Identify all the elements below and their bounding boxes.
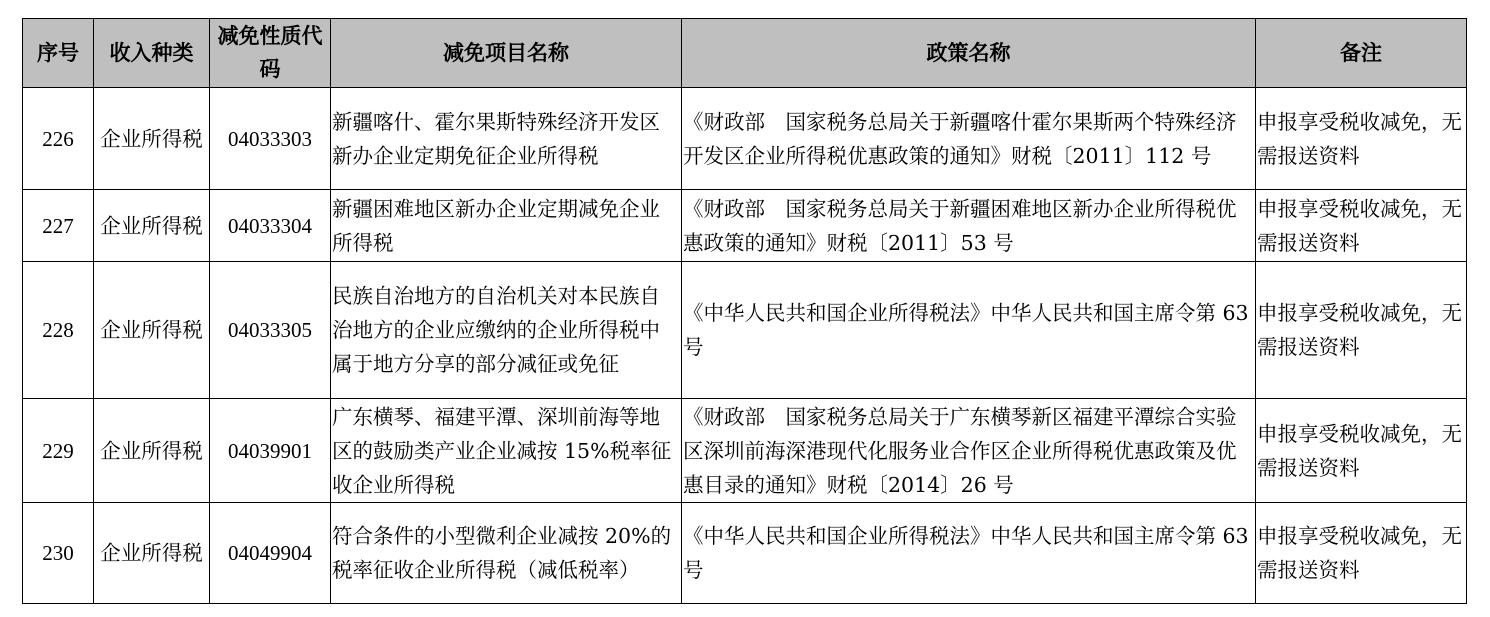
header-seq: 序号	[23, 19, 94, 88]
cell-income-type: 企业所得税	[94, 503, 210, 604]
cell-policy-name: 《财政部 国家税务总局关于广东横琴新区福建平潭综合实验区深圳前海深港现代化服务业合作区企业所得税优惠政策及优惠目录的通知》财税〔2014〕26 号	[682, 399, 1256, 503]
cell-seq: 230	[23, 503, 94, 604]
cell-income-type: 企业所得税	[94, 262, 210, 399]
cell-income-type: 企业所得税	[94, 88, 210, 190]
header-code: 减免性质代码	[210, 19, 331, 88]
cell-seq: 228	[23, 262, 94, 399]
header-item-name: 减免项目名称	[331, 19, 682, 88]
cell-code: 04033303	[210, 88, 331, 190]
cell-code: 04039901	[210, 399, 331, 503]
header-remark: 备注	[1256, 19, 1467, 88]
cell-code: 04033305	[210, 262, 331, 399]
table-row	[23, 503, 1467, 604]
cell-code: 04033304	[210, 190, 331, 262]
cell-item-name: 民族自治地方的自治机关对本民族自治地方的企业应缴纳的企业所得税中属于地方分享的部分减征或免征	[331, 262, 682, 399]
table-row	[23, 399, 1467, 503]
cell-remark: 申报享受税收减免，无需报送资料	[1256, 399, 1467, 503]
cell-policy-name: 《财政部 国家税务总局关于新疆困难地区新办企业所得税优惠政策的通知》财税〔2011〕53 号	[682, 190, 1256, 262]
cell-seq: 229	[23, 399, 94, 503]
table-row	[23, 190, 1467, 262]
cell-policy-name: 《中华人民共和国企业所得税法》中华人民共和国主席令第 63 号	[682, 503, 1256, 604]
cell-item-name: 新疆喀什、霍尔果斯特殊经济开发区新办企业定期免征企业所得税	[331, 88, 682, 190]
table-row	[23, 88, 1467, 190]
cell-seq: 226	[23, 88, 94, 190]
cell-remark: 申报享受税收减免，无需报送资料	[1256, 262, 1467, 399]
header-policy-name: 政策名称	[682, 19, 1256, 88]
cell-code: 04049904	[210, 503, 331, 604]
cell-income-type: 企业所得税	[94, 190, 210, 262]
cell-remark: 申报享受税收减免，无需报送资料	[1256, 190, 1467, 262]
cell-policy-name: 《财政部 国家税务总局关于新疆喀什霍尔果斯两个特殊经济开发区企业所得税优惠政策的通知》财税〔2011〕112 号	[682, 88, 1256, 190]
cell-item-name: 广东横琴、福建平潭、深圳前海等地区的鼓励类产业企业减按 15%税率征收企业所得税	[331, 399, 682, 503]
cell-income-type: 企业所得税	[94, 399, 210, 503]
cell-seq: 227	[23, 190, 94, 262]
cell-remark: 申报享受税收减免，无需报送资料	[1256, 503, 1467, 604]
cell-remark: 申报享受税收减免，无需报送资料	[1256, 88, 1467, 190]
header-row	[23, 19, 1467, 88]
table-row	[23, 262, 1467, 399]
cell-item-name: 新疆困难地区新办企业定期减免企业所得税	[331, 190, 682, 262]
header-income-type: 收入种类	[94, 19, 210, 88]
cell-item-name: 符合条件的小型微利企业减按 20%的税率征收企业所得税（减低税率）	[331, 503, 682, 604]
cell-policy-name: 《中华人民共和国企业所得税法》中华人民共和国主席令第 63 号	[682, 262, 1256, 399]
tax-relief-table	[22, 18, 1467, 604]
